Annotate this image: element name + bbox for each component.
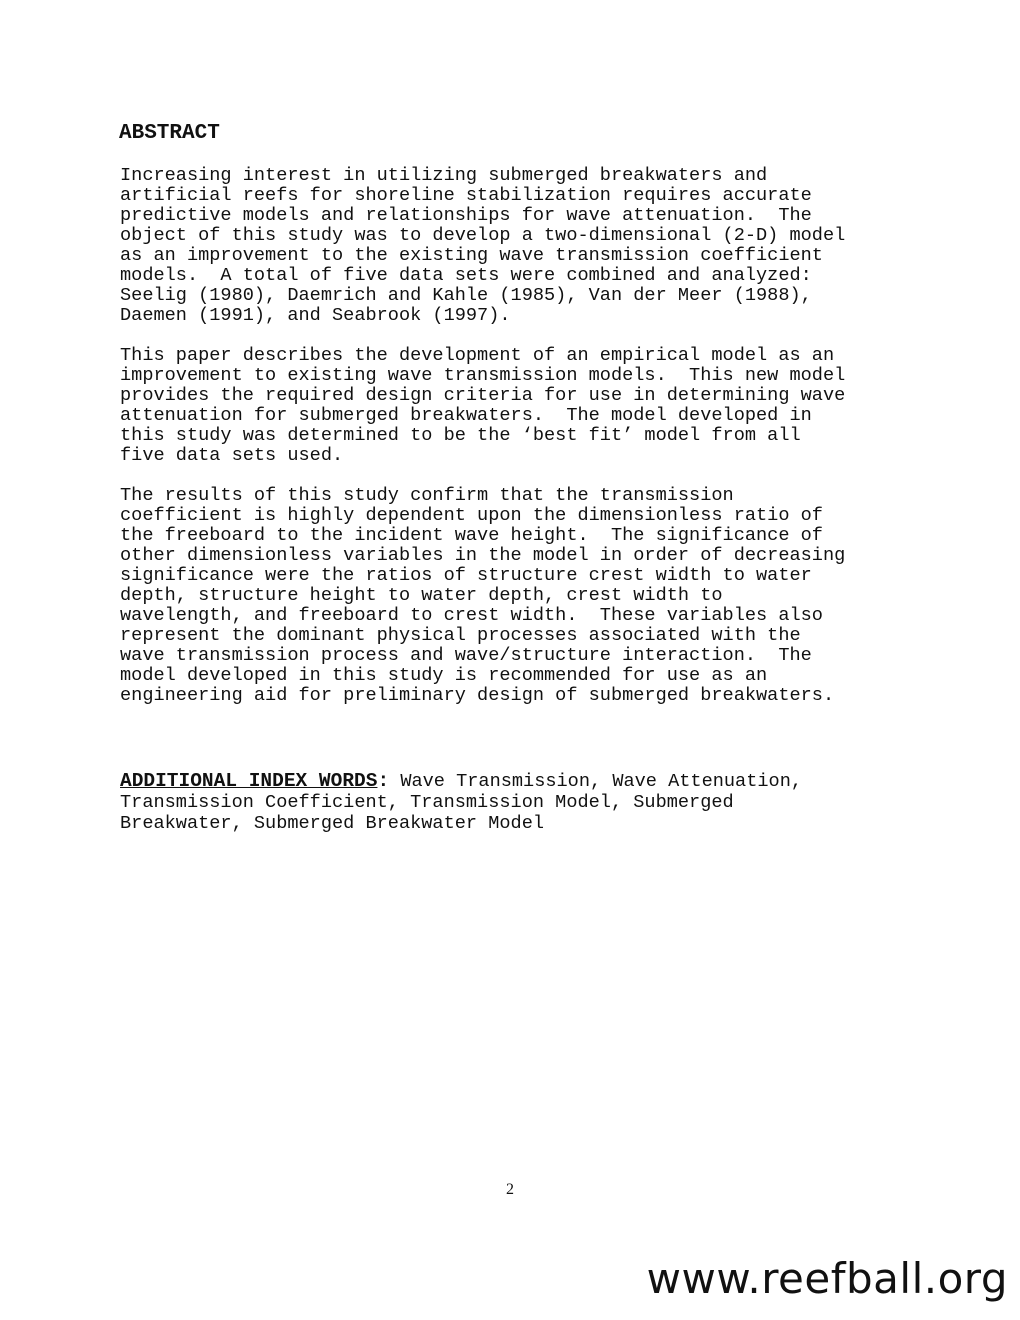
abstract-heading: ABSTRACT [119, 122, 220, 145]
index-words-label: ADDITIONAL INDEX WORDS [120, 770, 378, 792]
abstract-paragraph-2: This paper describes the development of an empirical model as an improvement to existing wave transmission models. This new model provides the required design criteria for use in determining wave attenuation for submerged breakwaters. The model developed in this study was determined to be the ‘best fit’ model from all five data sets used. [120, 345, 846, 466]
abstract-paragraph-1: Increasing interest in utilizing submerged breakwaters and artificial reefs for shoreline stabilization requires accurate predictive models and relationships for wave attenuation. The object of this study was to develop a two-dimensional (2-D) model as an improvement to the existing wave transmission coefficient models. A total of five data sets were combined and analyzed: Seelig (1980), Daemrich and Kahle (1985), Van der Meer (1988), Daemen (1991), and Seabrook (1997). [120, 165, 846, 326]
watermark-url: www.reefball.org [646, 1254, 1008, 1303]
abstract-paragraph-3: The results of this study confirm that the transmission coefficient is highly dependent upon the dimensionless ratio of the freeboard to the incident wave height. The significance of other dimensionless variables in the model in order of decreasing significance were the ratios of structure crest width to water depth, structure height to water depth, crest width to wavelength, and freeboard to crest width. These variables also represent the dominant physical processes associated with the wave transmission process and wave/structure interaction. The model developed in this study is recommended for use as an engineering aid for preliminary design of submerged breakwaters. [120, 485, 846, 706]
page-number: 2 [506, 1181, 514, 1198]
index-words-block [120, 771, 802, 834]
index-words-text: Wave Transmission, Wave Attenuation, Transmission Coefficient, Transmission Model, Submerged Breakwater, Submerged Breakwater Model [120, 771, 803, 834]
index-words-colon: : [377, 770, 390, 792]
